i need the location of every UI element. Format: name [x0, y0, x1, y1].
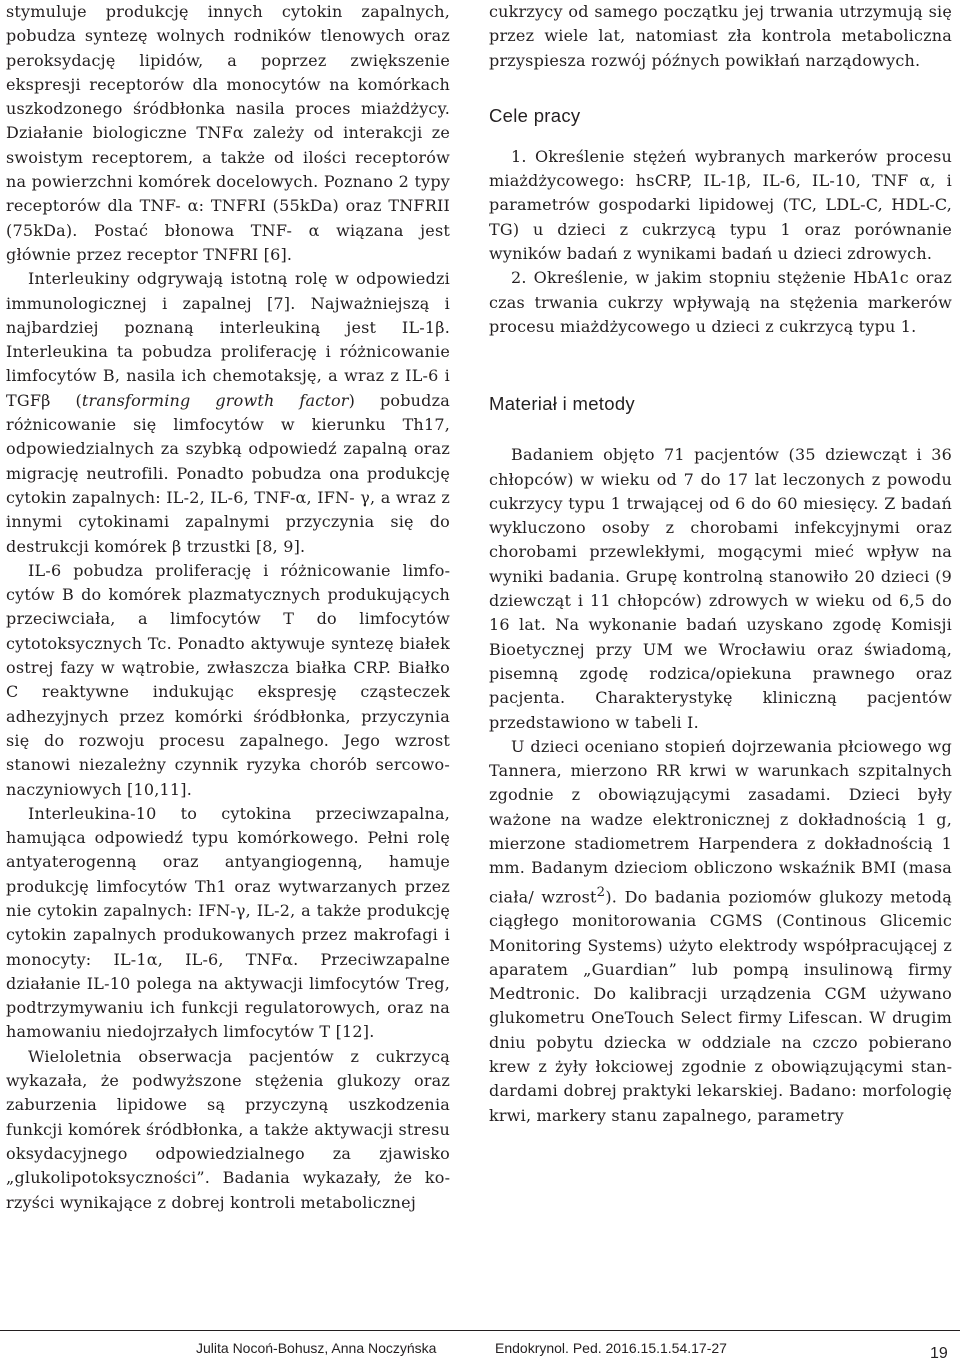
paragraph-observation: Wieloletnia obserwacja pacjentów z cukrzycą wykazała, że podwyższone stężenia glukozy oraz zaburzenia lipidowe są przyczyną uszkodzenia funkcji komórek śródbłonka, a także aktywacji stresu oksydacyjnego odpowiedzialnego za zjawisko „glukolipotoksyczności”. Badania wykazały, że korzyści wynikające z dobrej kontroli metabolicznej	[6, 1046, 450, 1212]
footer-authors: Julita Nocoń-Bohusz, Anna Noczyńska	[196, 1340, 437, 1356]
right-column	[489, 0, 952, 1128]
aim-item-2: 2. Określenie, w jakim stopniu stężenie HbA1c oraz czas trwania cukrzy wpływają na stężenia markerów procesu miażdżycowego u dzieci z cukrzycą typu 1.	[489, 268, 952, 336]
paragraph-interleukins	[6, 267, 450, 559]
footer-journal: Endokrynol. Ped. 2016.15.1.54.17-27	[495, 1340, 727, 1356]
page-number: 19	[930, 1345, 948, 1362]
text-run: Interleukiny odgrywają istotną rolę w odpowiedzi immunologicznej i zapalnej [7]. Najważniejszą i najbardziej poznaną interleukiną jest IL-1β. Interleukina ta pobudza proliferację i różnicowanie limfocytów B, nasila ich chemotaksję, a wraz z IL-6 i TGFβ (	[6, 269, 450, 410]
text-run: ) pobudza różnicowanie się limfocytów w kierunku Th17, odpowiedzialnych za szybką odpowiedź zapalną oraz migrację neutrofili. Ponadto pobudza ona produkcję cytokin zapalnych: IL-2, IL-6, TNF-α, IFN- γ, a wraz z innymi cytokinami zapalnymi przyczynia się do destrukcji komórek β trzustki [8, 9].	[6, 390, 450, 556]
paragraph-continuation: cukrzycy od samego początku jej trwania utrzymują się przez wiele lat, natomiast zła kontrola metaboliczna przyspiesza rozwój późnych powikłań narządowych.	[489, 2, 952, 70]
paragraph-patients: Badaniem objęto 71 pacjentów (35 dziewcząt i 36 chłopców) w wieku od 7 do 17 lat leczonych z powodu cukrzycy typu 1 trwającej od 6 do 60 miesięcy. Z badań wykluczono osoby z chorobami infekcyjnymi oraz chorobami przewlekłymi, mogącymi mieć wpływ na wyniki badania. Grupę kontrolną stanowiło 20 dzieci (9 dziewcząt i 11 chłopców) zdrowych w wieku od 6,5 do 16 lat. Na wykonanie badań uzyskano zgodę Komisji Bioetycznej przy UM we Wrocławiu oraz świadomą, pisemną zgodę rodzica/opiekuna prawnego oraz pacjenta. Charakterystykę kliniczną pacjentów przedstawiono w tabeli I.	[489, 445, 952, 732]
text-run: U dzieci oceniano stopień dojrzewania płciowego wg Tannera, mierzono RR krwi w warunkach szpitalnych zgodnie z obowiązującymi zasadami. Dzieci były ważone na wadze elektronicznej z dokładnością 1 g, mierzone stadiometrem Harpendera z dokładnością 1 mm. Badanym dzieciom obliczono wskaźnik BMI (masa ciała/ wzrost	[489, 736, 952, 906]
section-heading-aims: Cele pracy	[489, 104, 581, 126]
superscript: 2	[596, 884, 606, 900]
text-run: ). Do badania poziomów glukozy metodą ciągłego monitorowania CGMS (Continous Glicemic Monitoring Systems) użyto elektrody współpracującej z aparatem „Guardian” lub pompą insulinową firmy Medtronic. Do kalibracji urządzenia CGM używano glukometru OneTouch Select firmy Lifescan. W drugim dniu pobytu dziecka w oddziale na czczo pobierano krew z żyły łokciowej zgodnie z obowiązującymi standardami dobrej praktyki lekarskiej. Badano: morfologię krwi, markery stanu zapalnego, parametry	[489, 886, 952, 1125]
paragraph-tnf: stymuluje produkcję innych cytokin zapalnych, pobudza syntezę wolnych rodników tlenowych oraz peroksydację lipidów, a poprzez zwiększenie ekspresji receptorów dla monocytów na komórkach uszkodzonego śródbłonka nasila proces miażdżycy. Działanie biologiczne TNFα zależy od interakcji ze swoistym receptorem, a także od ilości receptorów na powierzchni komórek docelowych. Poznano 2 typy receptorów dla TNF- α: TNFRI (55kDa) oraz TNFRII (75kDa). Postać błonowa TNF- α wiązana jest głównie przez receptor TNFRI [6].	[6, 2, 450, 264]
paragraph-methods	[489, 735, 952, 1128]
left-column	[6, 0, 450, 1215]
paragraph-il10: Interleukina-10 to cytokina przeciwzapalna, hamująca odpowiedź typu komórkowego. Pełni rolę antyaterogenną oraz antyangiogenną, hamuje produkcję limfocytów Th1 oraz wytwarzanych przez nie cytokin zapalnych: IFN-γ, IL-2, a także produkcję cytokin zapalnych produkowanych przez makrofagi i monocyty: IL-1α, IL-6, TNFα. Przeciwzapalne działanie IL-10 polega na aktywacji limfocytów Treg, podtrzymywaniu ich funkcji regulatorowych, oraz na hamowaniu niedojrzałych limfocytów T [12].	[6, 803, 450, 1042]
aim-item-1: 1. Określenie stężeń wybranych markerów procesu miażdżycowego: hsCRP, IL-1β, IL-6, IL-10, TNF α, i parametrów gospodarki lipidowej (TC, LDL-C, HDL-C, TG) u dzieci z cukrzycą typu 1 oraz porównanie wyników badań z wynikami badań u dzieci zdrowych.	[489, 146, 952, 264]
italic-term: transforming growth factor	[81, 390, 349, 410]
section-heading-methods: Materiał i metody	[489, 393, 635, 415]
paragraph-il6: IL-6 pobudza proliferację i różnicowanie limfocytów B do komórek plazmatycznych produkujących przeciwciała, a limfocytów T do limfocytów cytotoksycznych Tc. Ponadto aktywuje syntezę białek ostrej fazy w wątrobie, zwłaszcza białka CRP. Białko C reaktywne indukując ekspresję cząsteczek adhezyjnych przez komórki śródbłonka, przyczynia się do rozwoju procesu zapalnego. Jego wzrost stanowi niezależny czynnik ryzyka chorób sercowo-naczyniowych [10,11].	[6, 560, 450, 799]
footer-divider	[0, 1330, 960, 1331]
